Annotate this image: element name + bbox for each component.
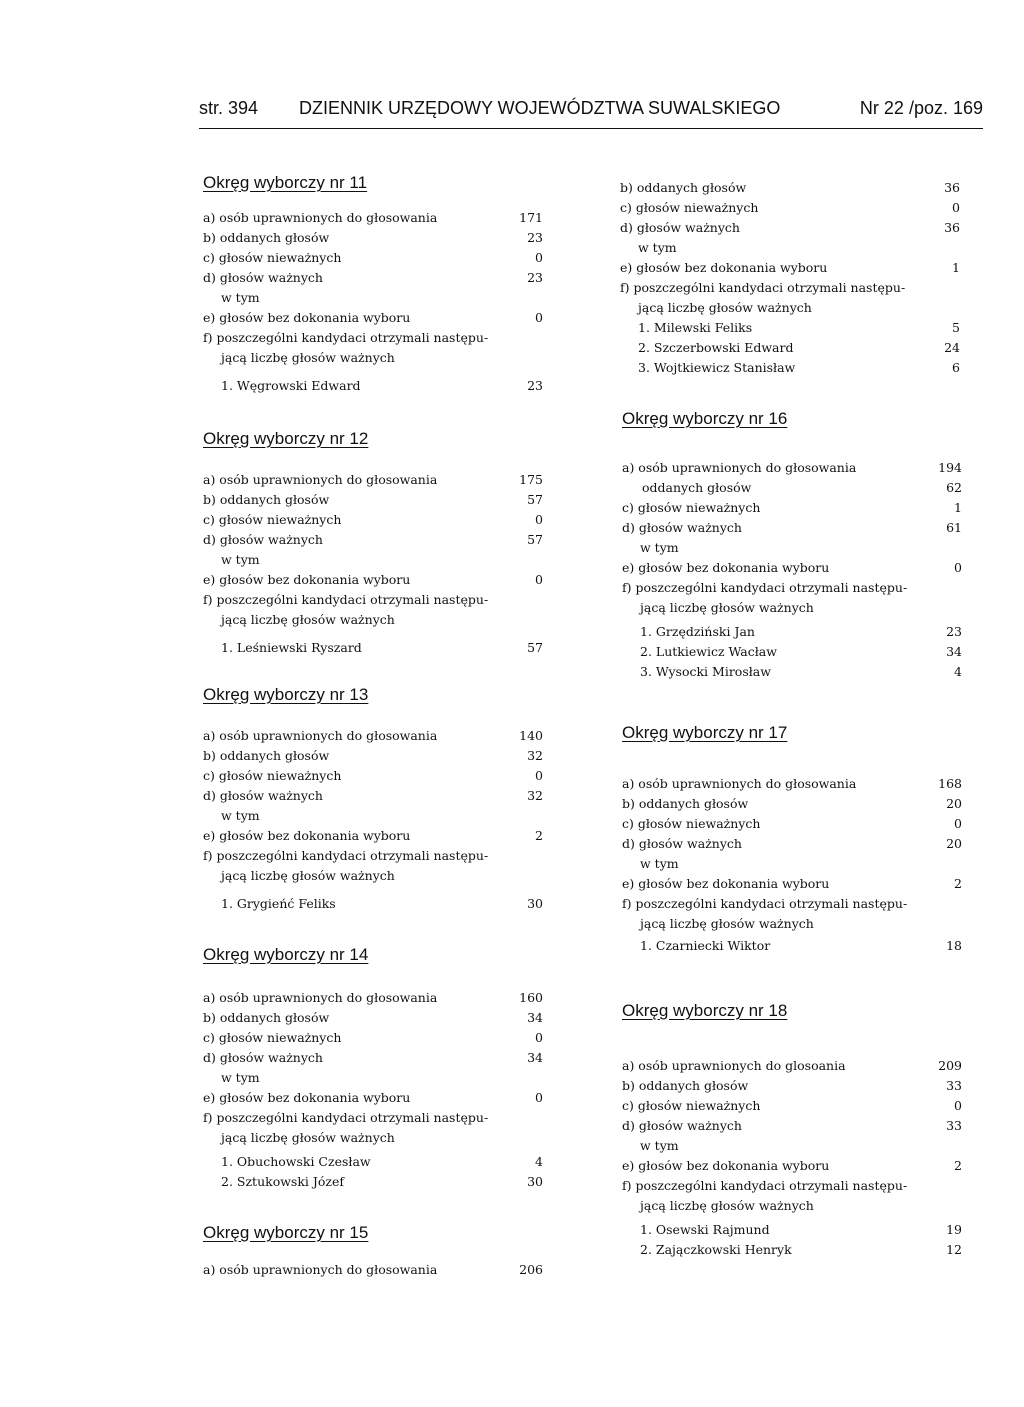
candidates-intro: f) poszczególni kandydaci otrzymali następu- <box>203 592 489 607</box>
including-label: w tym <box>221 808 260 823</box>
including-label: w tym <box>638 240 677 255</box>
valid-votes-row: d) głosów ważnych 33 <box>622 1118 962 1133</box>
eligible-voters-row: a) osób uprawnionych do głosowania 160 <box>203 990 543 1005</box>
no-choice-votes-row: e) głosów bez dokonania wyboru 0 <box>203 1090 543 1105</box>
including-label: w tym <box>640 1138 679 1153</box>
valid-votes-row: d) głosów ważnych 61 <box>622 520 962 535</box>
district-title: Okręg wyborczy nr 13 <box>203 685 369 704</box>
candidate-row: 1. Węgrowski Edward 23 <box>221 378 543 393</box>
invalid-votes-row: c) głosów nieważnych 0 <box>622 1098 962 1113</box>
candidates-intro-cont: jącą liczbę głosów ważnych <box>640 1198 814 1213</box>
district-17 <box>622 722 982 956</box>
cast-votes-row: oddanych głosów 62 <box>642 480 962 495</box>
no-choice-votes-row: e) głosów bez dokonania wyboru 0 <box>203 310 543 325</box>
valid-votes-row: d) głosów ważnych 32 <box>203 788 543 803</box>
including-label: w tym <box>221 552 260 567</box>
candidates-intro-cont: jącą liczbę głosów ważnych <box>221 612 395 627</box>
district-title: Okręg wyborczy nr 14 <box>203 945 369 964</box>
candidates-intro: f) poszczególni kandydaci otrzymali następu- <box>203 330 489 345</box>
candidates-intro-cont: jącą liczbę głosów ważnych <box>221 350 395 365</box>
candidates-intro: f) poszczególni kandydaci otrzymali następu- <box>622 1178 908 1193</box>
including-label: w tym <box>221 1070 260 1085</box>
candidate-row: 1. Grzędziński Jan 23 <box>640 624 962 639</box>
district-15 <box>203 1222 563 1280</box>
district-title: Okręg wyborczy nr 18 <box>622 1001 788 1020</box>
candidates-intro: f) poszczególni kandydaci otrzymali następu- <box>203 848 489 863</box>
invalid-votes-row: c) głosów nieważnych 0 <box>620 200 960 215</box>
valid-votes-row: d) głosów ważnych 23 <box>203 270 543 285</box>
candidate-row: 1. Leśniewski Ryszard 57 <box>221 640 543 655</box>
including-label: w tym <box>640 540 679 555</box>
invalid-votes-row: c) głosów nieważnych 0 <box>203 250 543 265</box>
candidates-intro-cont: jącą liczbę głosów ważnych <box>221 868 395 883</box>
district-title: Okręg wyborczy nr 15 <box>203 1223 369 1242</box>
candidate-row: 2. Zajączkowski Henryk 12 <box>640 1242 962 1257</box>
valid-votes-row: d) głosów ważnych 20 <box>622 836 962 851</box>
eligible-voters-row: a) osób uprawnionych do glosoania 209 <box>622 1058 962 1073</box>
district-16 <box>622 408 982 682</box>
no-choice-votes-row: e) głosów bez dokonania wyboru 2 <box>203 828 543 843</box>
eligible-voters-row: a) osób uprawnionych do głosowania 194 <box>622 460 962 475</box>
candidates-intro: f) poszczególni kandydaci otrzymali następu- <box>622 580 908 595</box>
invalid-votes-row: c) głosów nieważnych 1 <box>622 500 962 515</box>
candidate-row: 1. Czarniecki Wiktor 18 <box>640 938 962 953</box>
candidate-row: 1. Osewski Rajmund 19 <box>640 1222 962 1237</box>
candidates-intro-cont: jącą liczbę głosów ważnych <box>221 1130 395 1145</box>
valid-votes-row: d) głosów ważnych 34 <box>203 1050 543 1065</box>
candidates-intro-cont: jącą liczbę głosów ważnych <box>640 600 814 615</box>
valid-votes-row: d) głosów ważnych 36 <box>620 220 960 235</box>
invalid-votes-row: c) głosów nieważnych 0 <box>203 512 543 527</box>
district-11 <box>203 172 563 396</box>
invalid-votes-row: c) głosów nieważnych 0 <box>203 1030 543 1045</box>
candidate-row: 1. Obuchowski Czesław 4 <box>221 1154 543 1169</box>
candidates-intro: f) poszczególni kandydaci otrzymali następu- <box>203 1110 489 1125</box>
candidates-intro: f) poszczególni kandydaci otrzymali następu- <box>620 280 906 295</box>
district-14 <box>203 944 563 1192</box>
district-12 <box>203 428 563 658</box>
candidates-intro-cont: jącą liczbę głosów ważnych <box>640 916 814 931</box>
candidate-row: 3. Wojtkiewicz Stanisław 6 <box>638 360 960 375</box>
district-title: Okręg wyborczy nr 11 <box>203 173 368 192</box>
header-rule <box>199 128 983 129</box>
invalid-votes-row: c) głosów nieważnych 0 <box>622 816 962 831</box>
cast-votes-row: b) oddanych głosów 57 <box>203 492 543 507</box>
including-label: w tym <box>640 856 679 871</box>
cast-votes-row: b) oddanych głosów 36 <box>620 180 960 195</box>
district-title: Okręg wyborczy nr 17 <box>622 723 788 742</box>
journal-title: DZIENNIK URZĘDOWY WOJEWÓDZTWA SUWALSKIEGO <box>299 98 781 118</box>
cast-votes-row: b) oddanych głosów 34 <box>203 1010 543 1025</box>
candidate-row: 1. Grygieńć Feliks 30 <box>221 896 543 911</box>
no-choice-votes-row: e) głosów bez dokonania wyboru 2 <box>622 1158 962 1173</box>
no-choice-votes-row: e) głosów bez dokonania wyboru 0 <box>203 572 543 587</box>
no-choice-votes-row: e) głosów bez dokonania wyboru 1 <box>620 260 960 275</box>
candidates-intro-cont: jącą liczbę głosów ważnych <box>638 300 812 315</box>
valid-votes-row: d) głosów ważnych 57 <box>203 532 543 547</box>
cast-votes-row: b) oddanych głosów 32 <box>203 748 543 763</box>
eligible-voters-row: a) osób uprawnionych do głosowania 175 <box>203 472 543 487</box>
eligible-voters-row: a) osób uprawnionych do głosowania 168 <box>622 776 962 791</box>
candidate-row: 2. Szczerbowski Edward 24 <box>638 340 960 355</box>
district-13 <box>203 684 563 914</box>
invalid-votes-row: c) głosów nieważnych 0 <box>203 768 543 783</box>
candidate-row: 2. Sztukowski Józef 30 <box>221 1174 543 1189</box>
no-choice-votes-row: e) głosów bez dokonania wyboru 0 <box>622 560 962 575</box>
page-number: str. 394 <box>199 98 259 118</box>
candidate-row: 3. Wysocki Mirosław 4 <box>640 664 962 679</box>
no-choice-votes-row: e) głosów bez dokonania wyboru 2 <box>622 876 962 891</box>
eligible-voters-row: a) osób uprawnionych do głosowania 206 <box>203 1262 543 1277</box>
candidate-row: 1. Milewski Feliks 5 <box>638 320 960 335</box>
cast-votes-row: b) oddanych głosów 33 <box>622 1078 962 1093</box>
district-title: Okręg wyborczy nr 12 <box>203 429 369 448</box>
district-title: Okręg wyborczy nr 16 <box>622 409 788 428</box>
including-label: w tym <box>221 290 260 305</box>
district-18 <box>622 1000 982 1260</box>
candidates-intro: f) poszczególni kandydaci otrzymali następu- <box>622 896 908 911</box>
cast-votes-row: b) oddanych głosów 20 <box>622 796 962 811</box>
candidate-row: 2. Lutkiewicz Wacław 34 <box>640 644 962 659</box>
eligible-voters-row: a) osób uprawnionych do głosowania 171 <box>203 210 543 225</box>
page-header <box>199 98 983 126</box>
eligible-voters-row: a) osób uprawnionych do głosowania 140 <box>203 728 543 743</box>
issue-number: Nr 22 /poz. 169 <box>859 98 983 118</box>
cast-votes-row: b) oddanych głosów 23 <box>203 230 543 245</box>
district-15-continued <box>620 178 980 378</box>
